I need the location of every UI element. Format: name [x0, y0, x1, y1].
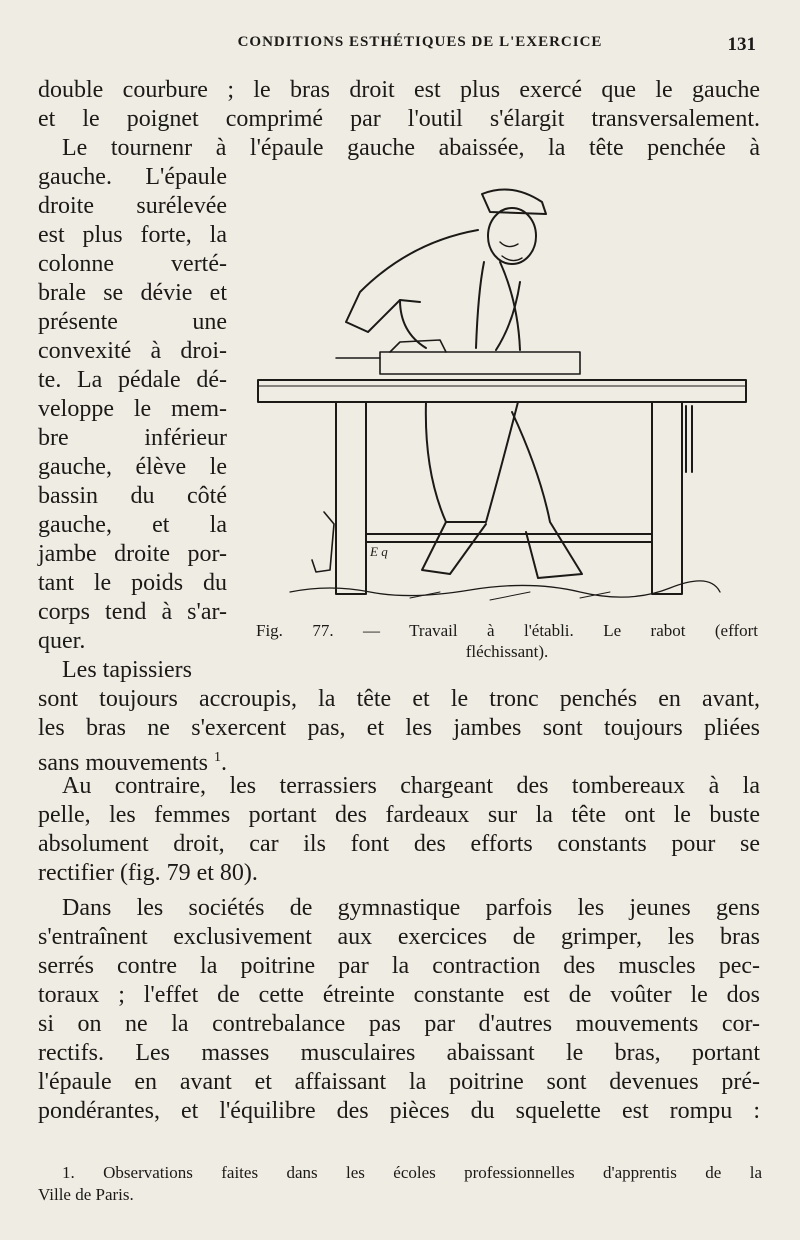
wrapped-line: te. La pédale dé-	[38, 367, 227, 393]
text-line: Au contraire, les terrassiers chargeant des tombereaux à la	[62, 773, 760, 799]
text-line: toraux ; l'effet de cette étreinte constante est de voûter le dos	[38, 982, 760, 1008]
page-number: 131	[727, 34, 756, 55]
text-fragment: .	[220, 750, 227, 776]
running-head-title: CONDITIONS ESTHÉTIQUES DE L'EXERCICE	[237, 34, 603, 50]
text-line: pelle, les femmes portant des fardeaux sur la tête ont le buste	[38, 802, 760, 828]
figure-caption	[256, 620, 758, 662]
wrapped-line: quer.	[38, 628, 86, 654]
wrapped-line: colonne verté-	[38, 251, 227, 277]
wrapped-line: droite surélevée	[38, 193, 227, 219]
text-line: absolument droit, car ils font des efforts constants pour se	[38, 831, 760, 857]
wrapped-line: est plus forte, la	[38, 222, 227, 248]
footnote-marker: 1	[213, 750, 221, 765]
wrapped-line: gauche, et la	[38, 512, 227, 538]
text-line: si on ne la contrebalance pas par d'autres mouvements cor-	[38, 1011, 760, 1037]
text-line: sont toujours accroupis, la tête et le tronc penchés en avant,	[38, 686, 760, 712]
text-line: s'entraînent exclusivement aux exercices de grimper, les bras	[38, 924, 760, 950]
wrapped-line: bassin du côté	[38, 483, 227, 509]
wrapped-line: Les tapissiers	[62, 657, 192, 683]
text-fragment: sans mouvements	[38, 750, 208, 776]
text-line: Le tournenr à l'épaule gauche abaissée, la tête penchée à	[62, 135, 760, 161]
caption-line: Fig. 77. — Travail à l'établi. Le rabot (effort	[256, 621, 758, 640]
footnote-line: 1. Observations faites dans les écoles professionnelles d'apprentis de la	[62, 1163, 762, 1182]
wrapped-line: jambe droite por-	[38, 541, 227, 567]
bench-leg-left	[336, 402, 366, 594]
wrapped-line: bre inférieur	[38, 425, 227, 451]
footnote-line: Ville de Paris.	[38, 1185, 134, 1204]
text-line: les bras ne s'exercent pas, et les jambes sont toujours pliées	[38, 715, 760, 741]
bench-top	[258, 380, 746, 402]
figure-workbench-illustration	[250, 172, 755, 612]
wrapped-line: brale se dévie et	[38, 280, 227, 306]
artist-signature: E q	[370, 544, 388, 559]
wrapped-line: gauche. L'épaule	[38, 164, 227, 190]
wrapped-line: gauche, élève le	[38, 454, 227, 480]
wrapped-line: tant le poids du	[38, 570, 227, 596]
text-line: rectifier (fig. 79 et 80).	[38, 860, 258, 886]
text-line: double courbure ; le bras droit est plus exercé que le gauche	[38, 77, 760, 103]
wrapped-line: corps tend à s'ar-	[38, 599, 227, 625]
running-head	[40, 34, 762, 58]
text-line: pondérantes, et l'équilibre des pièces du squelette est rompu :	[38, 1098, 760, 1124]
text-line: Dans les sociétés de gymnastique parfois les jeunes gens	[62, 895, 760, 921]
text-line: serrés contre la poitrine par la contraction des muscles pec-	[38, 953, 760, 979]
text-line: et le poignet comprimé par l'outil s'élargit transversalement.	[38, 106, 760, 132]
workbench-drawing	[250, 172, 755, 612]
wrapped-line: veloppe le mem-	[38, 396, 227, 422]
wrapped-line: présente une	[38, 309, 227, 335]
wrapped-line: convexité à droi-	[38, 338, 227, 364]
caption-line: fléchissant).	[465, 642, 549, 661]
text-line: l'épaule en avant et affaissant la poitrine sont devenues pré-	[38, 1069, 760, 1095]
bench-leg-right	[652, 402, 682, 594]
text-line: rectifs. Les masses musculaires abaissant le bras, portant	[38, 1040, 760, 1066]
